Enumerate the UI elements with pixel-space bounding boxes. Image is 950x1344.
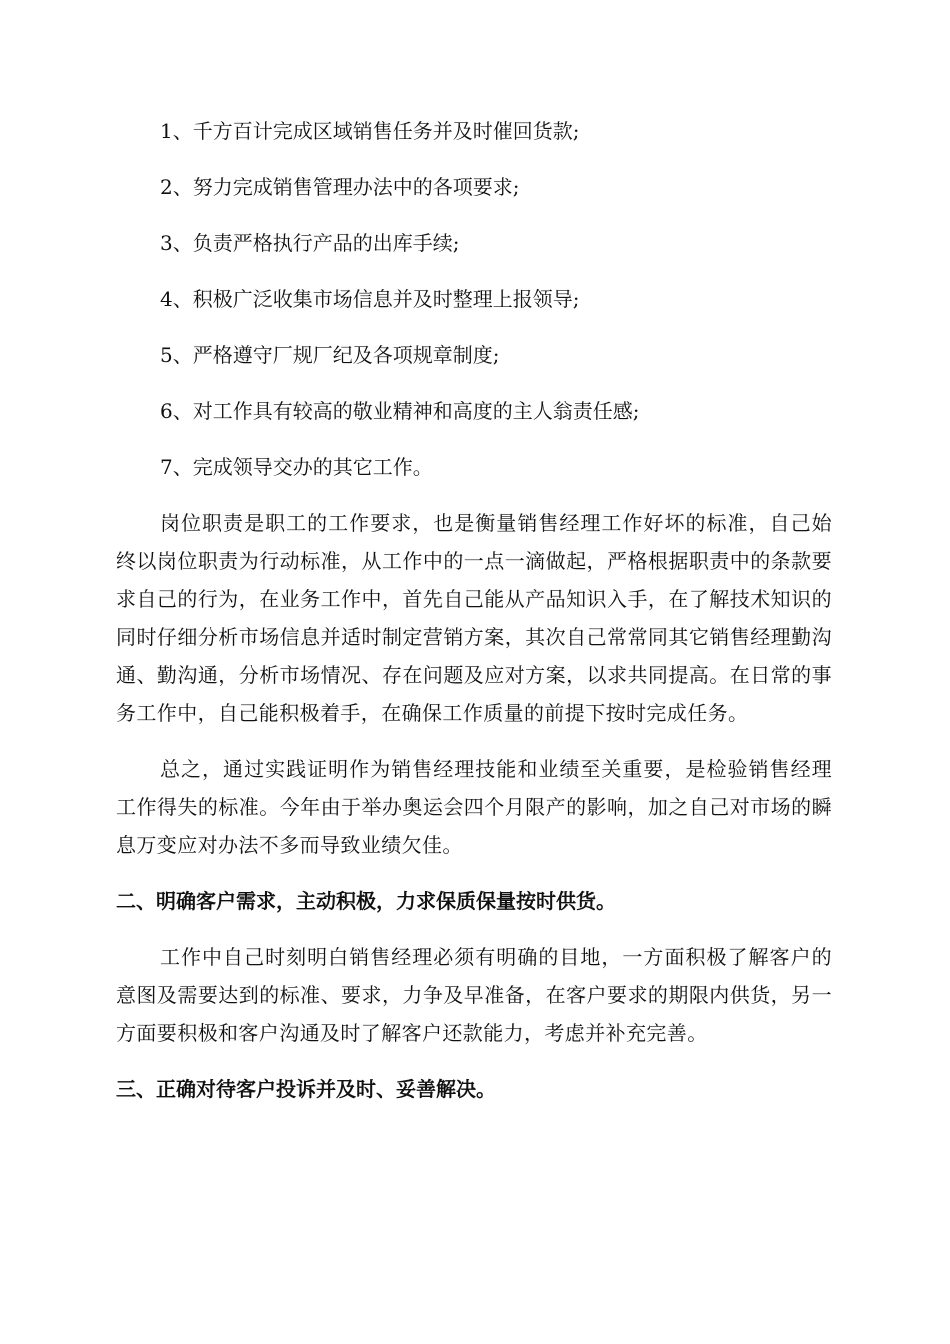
list-item-7: 7、完成领导交办的其它工作。 [160,455,433,479]
list-item-4: 4、积极广泛收集市场信息并及时整理上报领导; [160,287,580,311]
list-item-6: 6、对工作具有较高的敬业精神和高度的主人翁责任感; [160,399,640,423]
document-body [116,112,832,1126]
list-item-2: 2、努力完成销售管理办法中的各项要求; [160,175,520,199]
list-item-1: 1、千方百计完成区域销售任务并及时催回货款; [160,119,580,143]
list-item-5: 5、严格遵守厂规厂纪及各项规章制度; [160,343,500,367]
section-heading-3: 三、正确对待客户投诉并及时、妥善解决。 [116,1077,496,1101]
paragraph-summary: 总之，通过实践证明作为销售经理技能和业绩至关重要，是检验销售经理工作得失的标准。今年由于举办奥运会四个月限产的影响，加之自己对市场的瞬息万变应对办法不多而导致业绩欠佳。 [116,757,832,857]
paragraph-job-duties: 岗位职责是职工的工作要求，也是衡量销售经理工作好坏的标准，自己始终以岗位职责为行动标准，从工作中的一点一滴做起，严格根据职责中的条款要求自己的行为，在业务工作中，首先自己能从产品知识入手，在了解技术知识的同时仔细分析市场信息并适时制定营销方案，其次自己常常同其它销售经理勤沟通、勤沟通，分析市场情况、存在问题及应对方案，以求共同提高。在日常的事务工作中，自己能积极着手，在确保工作质量的前提下按时完成任务。 [116,511,832,725]
list-item-3: 3、负责严格执行产品的出库手续; [160,231,460,255]
section-heading-2: 二、明确客户需求，主动积极，力求保质保量按时供货。 [116,889,616,913]
paragraph-customer-needs: 工作中自己时刻明白销售经理必须有明确的目地，一方面积极了解客户的意图及需要达到的标准、要求，力争及早准备，在客户要求的期限内供货，另一方面要积极和客户沟通及时了解客户还款能力，考虑并补充完善。 [116,945,832,1045]
